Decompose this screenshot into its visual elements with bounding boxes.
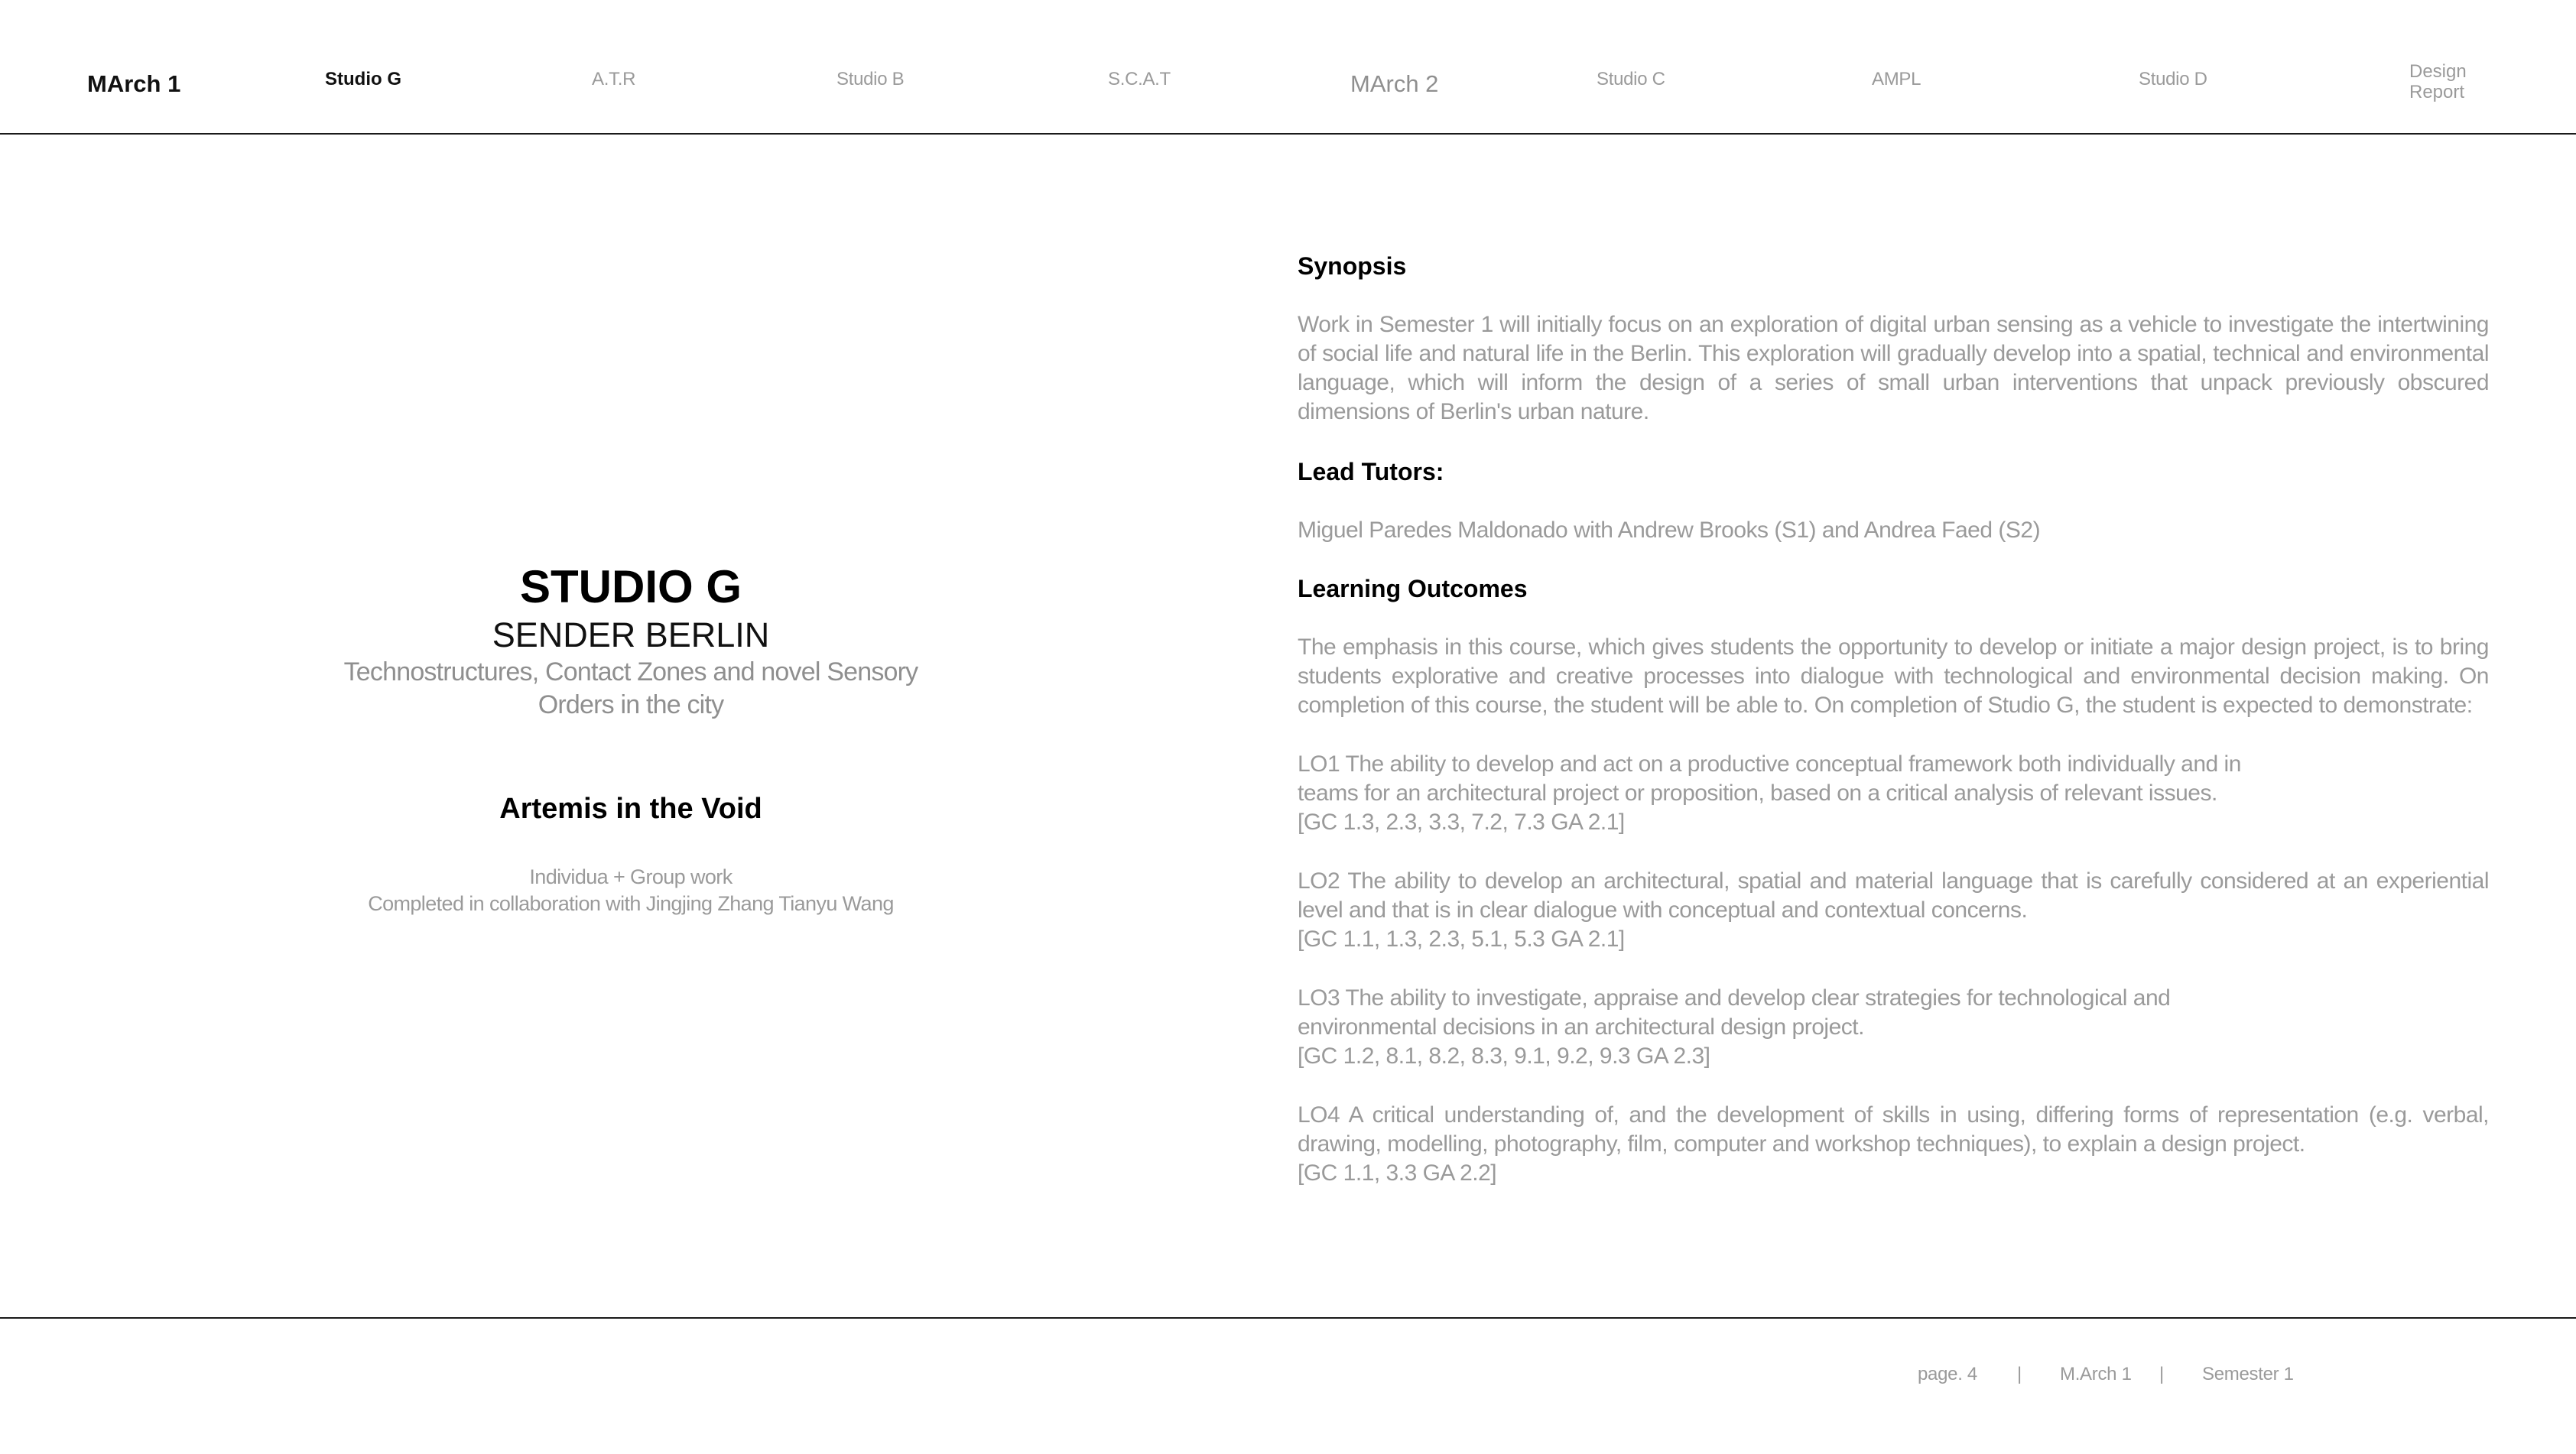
- footer-divider: [0, 1317, 2576, 1319]
- studio-theme: [291, 656, 971, 722]
- lead-tutors-heading: Lead Tutors:: [1298, 458, 1444, 485]
- footer-separator: |: [2017, 1364, 2022, 1384]
- lo2-body: LO2 The ability to develop an architectural, spatial and material language that is carefully considered at an experiential level and that is in clear dialogue with conceptual and contextual concerns.: [1298, 868, 2489, 923]
- studio-theme-line2: Orders in the city: [538, 690, 724, 719]
- footer-program: M.Arch 1: [2060, 1364, 2132, 1384]
- nav-studio-d[interactable]: Studio D: [2139, 69, 2207, 89]
- nav-design-report-line2: Report: [2409, 82, 2465, 102]
- lead-tutors-body: Miguel Paredes Maldonado with Andrew Brooks (S1) and Andrea Faed (S2): [1298, 518, 2041, 543]
- header-divider: [0, 133, 2576, 135]
- nav-design-report-line1: Design: [2409, 61, 2467, 82]
- nav-ampl[interactable]: AMPL: [1872, 69, 1921, 89]
- nav-atr[interactable]: A.T.R: [592, 69, 636, 89]
- nav-studio-b[interactable]: Studio B: [836, 69, 905, 89]
- footer-page-number: page. 4: [1918, 1364, 1977, 1384]
- lo1-line1: LO1 The ability to develop and act on a productive conceptual framework both individually and in: [1298, 751, 2241, 777]
- project-meta-line1: Individua + Group work: [529, 865, 733, 888]
- studio-title: STUDIO G: [519, 561, 742, 612]
- lo2-reference: [GC 1.1, 1.3, 2.3, 5.1, 5.3 GA 2.1]: [1298, 927, 1625, 952]
- project-title: Artemis in the Void: [499, 793, 762, 825]
- nav-studio-g[interactable]: Studio G: [325, 69, 401, 89]
- learning-outcome-lo2: [1298, 867, 2489, 954]
- lo4-body: LO4 A critical understanding of, and the development of skills in using, differing forms of representation (e.g. verbal, drawing, modelling, photography, film, computer and workshop techniques), to explain a design project.: [1298, 1102, 2489, 1157]
- studio-subtitle: SENDER BERLIN: [492, 615, 770, 654]
- learning-outcome-lo3: [1298, 984, 2489, 1071]
- lo1-reference: [GC 1.3, 2.3, 3.3, 7.2, 7.3 GA 2.1]: [1298, 810, 1625, 835]
- learning-outcome-lo4: [1298, 1101, 2489, 1188]
- nav-scat[interactable]: S.C.A.T: [1108, 69, 1171, 89]
- learning-outcome-lo1: [1298, 750, 2489, 837]
- lo4-reference: [GC 1.1, 3.3 GA 2.2]: [1298, 1160, 1497, 1186]
- project-meta: [291, 864, 971, 917]
- nav-studio-c[interactable]: Studio C: [1597, 69, 1665, 89]
- learning-outcomes-intro: The emphasis in this course, which gives students the opportunity to develop or initiate a major design project, is to bring students explorative and creative processes into dialogue with technological and environmental decision making. On completion of this course, the student will be able to. On completion of Studio G, the student is expected to demonstrate:: [1298, 635, 2489, 718]
- nav-march2[interactable]: MArch 2: [1350, 70, 1439, 97]
- nav-design-report[interactable]: [2409, 61, 2467, 102]
- lo3-line1: LO3 The ability to investigate, appraise and develop clear strategies for technological and: [1298, 985, 2171, 1011]
- synopsis-heading: Synopsis: [1298, 252, 1407, 280]
- studio-theme-line1: Technostructures, Contact Zones and novel Sensory: [343, 657, 918, 686]
- synopsis-body: Work in Semester 1 will initially focus on an exploration of digital urban sensing as a vehicle to investigate the intertwining of social life and natural life in the Berlin. This exploration will gradually develop into a spatial, technical and environmental language, which will inform the design of a series of small urban interventions that unpack previously obscured dimensions of Berlin's urban nature.: [1298, 312, 2489, 424]
- lo3-line2: environmental decisions in an architectural design project.: [1298, 1014, 1864, 1040]
- nav-march1[interactable]: MArch 1: [87, 70, 181, 97]
- learning-outcomes-heading: Learning Outcomes: [1298, 575, 1528, 602]
- footer-separator: |: [2159, 1364, 2164, 1384]
- lo3-reference: [GC 1.2, 8.1, 8.2, 8.3, 9.1, 9.2, 9.3 GA 2.3]: [1298, 1043, 1710, 1069]
- footer-semester: Semester 1: [2202, 1364, 2294, 1384]
- lo1-line2: teams for an architectural project or proposition, based on a critical analysis of relevant issues.: [1298, 781, 2217, 806]
- project-meta-line2: Completed in collaboration with Jingjing Zhang Tianyu Wang: [368, 892, 894, 915]
